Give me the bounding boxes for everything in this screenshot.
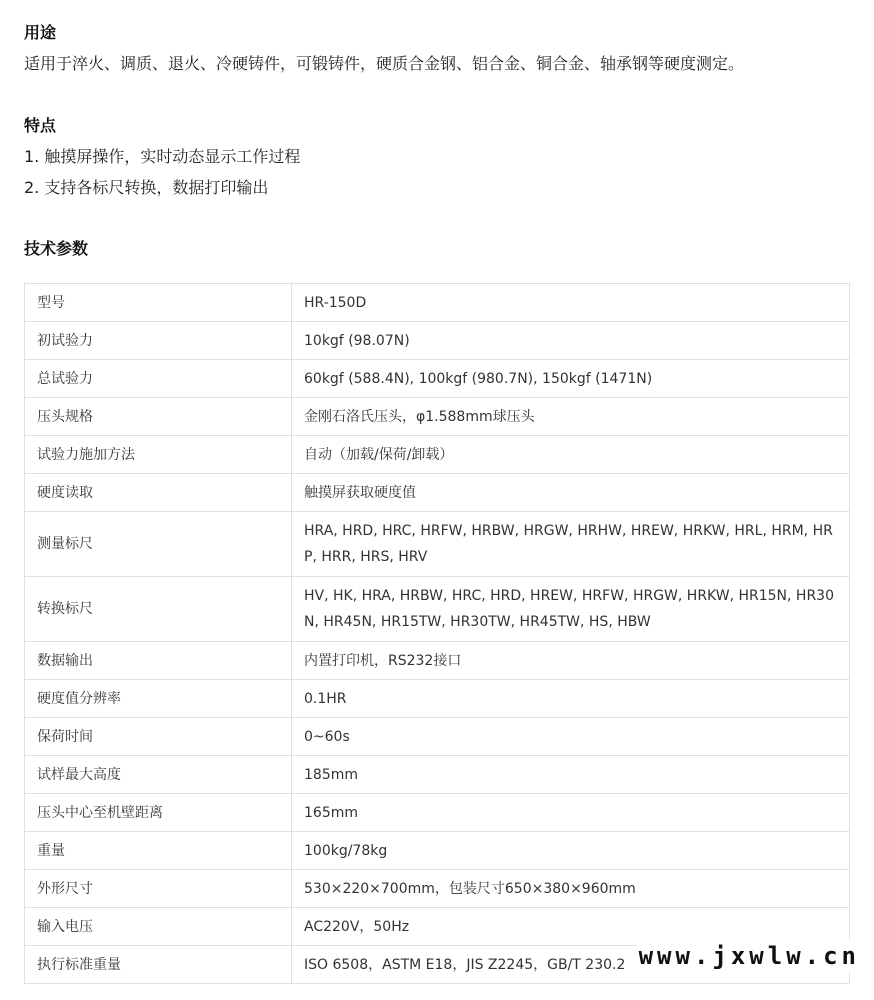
spec-key: 初试验力 — [25, 322, 292, 360]
spec-key: 外形尺寸 — [25, 870, 292, 908]
site-watermark: www.jxwlw.cn — [638, 942, 860, 970]
spec-value: 530×220×700mm，包装尺寸650×380×960mm — [292, 870, 850, 908]
spec-value: 自动（加载/保荷/卸载） — [292, 436, 850, 474]
spec-value: 0~60s — [292, 718, 850, 756]
spec-key: 测量标尺 — [25, 512, 292, 577]
table-row — [25, 577, 850, 642]
spec-key: 重量 — [25, 832, 292, 870]
table-row — [25, 474, 850, 512]
spec-value: 触摸屏获取硬度值 — [292, 474, 850, 512]
spec-key: 输入电压 — [25, 908, 292, 946]
table-row — [25, 436, 850, 474]
spec-value: ISO 6508，ASTM E18，JIS Z2245，GB/T 230.2 — [292, 946, 850, 984]
spec-key: 硬度值分辨率 — [25, 680, 292, 718]
table-row — [25, 870, 850, 908]
feature-item: 2. 支持各标尺转换，数据打印输出 — [24, 178, 269, 197]
spec-value: 10kgf (98.07N) — [292, 322, 850, 360]
usage-text: 适用于淬火、调质、退火、冷硬铸件，可锻铸件，硬质合金钢、铝合金、铜合金、轴承钢等硬度测定。 — [24, 54, 745, 73]
table-row — [25, 322, 850, 360]
spec-value: HV, HK, HRA, HRBW, HRC, HRD, HREW, HRFW, HRGW, HRKW, HR15N, HR30N, HR45N, HR15TW, HR30TW, HR45TW, HS, HBW — [292, 577, 850, 642]
table-row — [25, 512, 850, 577]
spec-value: 内置打印机，RS232接口 — [292, 642, 850, 680]
table-row — [25, 284, 850, 322]
spec-key: 压头中心至机壁距离 — [25, 794, 292, 832]
spec-value: 0.1HR — [292, 680, 850, 718]
spec-key: 试验力施加方法 — [25, 436, 292, 474]
spec-value: 165mm — [292, 794, 850, 832]
spec-value: 60kgf (588.4N), 100kgf (980.7N), 150kgf (1471N) — [292, 360, 850, 398]
table-row — [25, 642, 850, 680]
spec-key: 型号 — [25, 284, 292, 322]
spec-key: 保荷时间 — [25, 718, 292, 756]
spec-value: 100kg/78kg — [292, 832, 850, 870]
spec-value: 185mm — [292, 756, 850, 794]
table-row — [25, 832, 850, 870]
spec-key: 数据输出 — [25, 642, 292, 680]
table-row — [25, 756, 850, 794]
spec-key: 试样最大高度 — [25, 756, 292, 794]
spec-value: HRA, HRD, HRC, HRFW, HRBW, HRGW, HRHW, HREW, HRKW, HRL, HRM, HRP, HRR, HRS, HRV — [292, 512, 850, 577]
spec-key: 总试验力 — [25, 360, 292, 398]
spec-value: AC220V，50Hz — [292, 908, 850, 946]
features-heading: 特点 — [24, 116, 57, 135]
table-row — [25, 398, 850, 436]
spec-value: 金刚石洛氏压头，φ1.588mm球压头 — [292, 398, 850, 436]
spec-value: HR-150D — [292, 284, 850, 322]
table-row — [25, 718, 850, 756]
table-row — [25, 794, 850, 832]
spec-key: 硬度读取 — [25, 474, 292, 512]
spec-key: 执行标准重量 — [25, 946, 292, 984]
feature-item: 1. 触摸屏操作，实时动态显示工作过程 — [24, 147, 301, 166]
spec-table — [24, 283, 850, 984]
spec-key: 压头规格 — [25, 398, 292, 436]
spec-key: 转换标尺 — [25, 577, 292, 642]
spec-heading: 技术参数 — [24, 239, 89, 258]
table-row — [25, 680, 850, 718]
table-row — [25, 360, 850, 398]
usage-heading: 用途 — [24, 23, 57, 42]
